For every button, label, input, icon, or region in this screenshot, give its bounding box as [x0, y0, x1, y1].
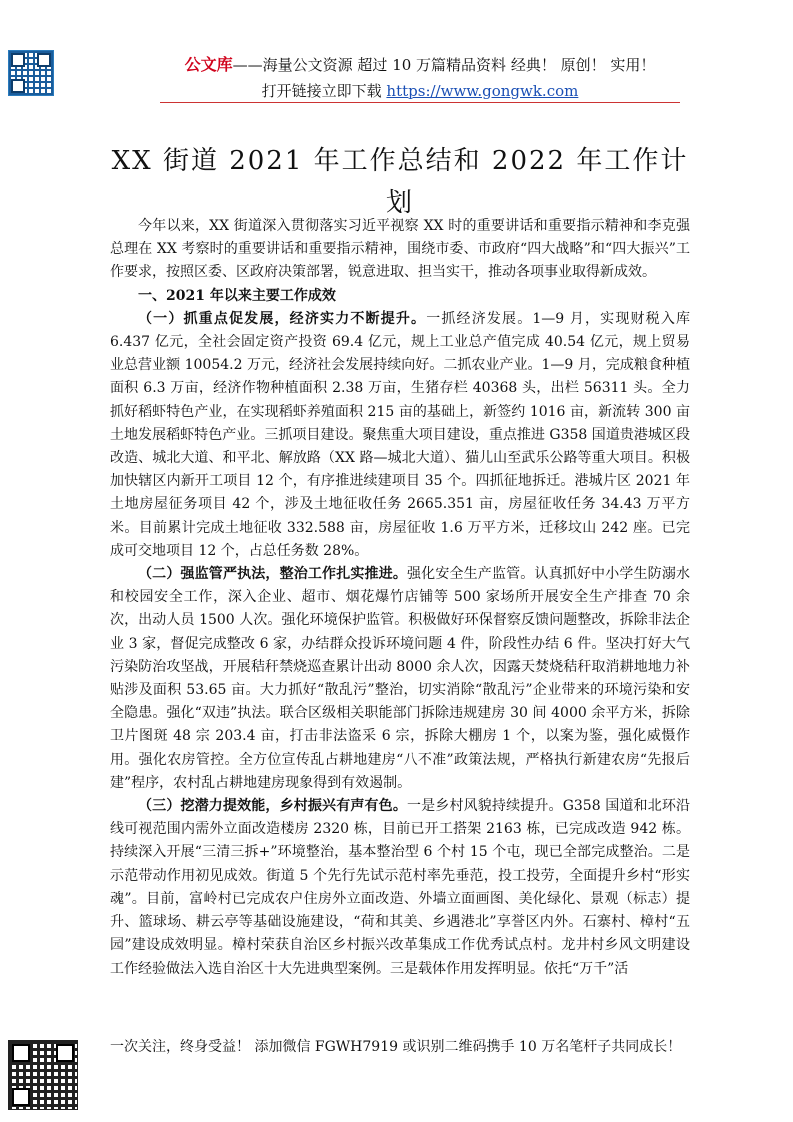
qr-code-icon[interactable]	[8, 50, 54, 96]
footer-note: 一次关注，终身受益！ 添加微信 FGWH7919 或识别二维码携手 10 万名笔杆子共同成长！	[110, 1039, 682, 1055]
brand-name: 公文库	[184, 55, 233, 74]
subsection-heading: （二）强监管严执法，整治工作扎实推进。	[138, 566, 407, 583]
qr-finder-icon	[37, 53, 51, 67]
qr-finder-icon	[56, 1044, 74, 1062]
download-prefix: 打开链接立即下载	[261, 82, 382, 100]
body-paragraph	[110, 795, 690, 981]
subsection-heading: （一）抓重点促发展，经济实力不断提升。	[138, 310, 427, 327]
document-title: XX 街道 2021 年工作总结和 2022 年工作计划	[111, 146, 689, 218]
wechat-qr-code-icon[interactable]	[8, 1040, 78, 1110]
qr-finder-icon	[12, 1044, 30, 1062]
intro-paragraph: 今年以来，XX 街道深入贯彻落实习近平视察 XX 时的重要讲话和重要指示精神和李克强总理在 XX 考察时的重要讲话和重要指示精神，围绕市委、市政府“四大战略”和“四大振兴”工作要求，按照区委、区政府决策部署，锐意进取、担当实干，推动各项事业取得新成效。	[110, 218, 690, 281]
paragraph-text: 一抓经济发展。1—9 月，实现财税入库 6.437 亿元，全社会固定资产投资 69.4 亿元，规上工业总产值完成 40.54 亿元，规上贸易业总营业额 10054.2 万元，经济社会发展持续向好。二抓农业产业。1—9 月，完成粮食种植面积 6.3 万亩，经济作物种植面积 2.38 万亩，生猪存栏 40368 头，出栏 56311 头。全力抓好稻虾特色产业，在实现稻虾养殖面积 215 亩的基础上，新签约 1016 亩，新流转 300 亩土地发展稻虾特色产业。三抓项目建设。聚焦重大项目建设，重点推进 G358 国道贵港城区段改造、城北大道、和平北、解放路（XX 路—城北大道）、猫儿山至武乐公路等重大项目。积极加快辖区内新开工项目 12 个，有序推进续建项目 35 个。四抓征地拆迁。港城片区 2021 年土地房屋征务项目 42 个，涉及土地征收任务 2665.351 亩，房屋征收任务 34.43 万平方米。目前累计完成土地征收 332.588 亩，房屋征收 1.6 万平方米，迁移坟山 242 座。已完成可交地项目 12 个，占总任务数 28%。	[110, 310, 691, 559]
header-line-2	[160, 78, 680, 104]
page-header	[160, 52, 680, 104]
header-line-1	[160, 52, 680, 78]
download-link[interactable]: https://www.gongwk.com	[386, 82, 579, 100]
qr-finder-icon	[12, 1088, 30, 1106]
paragraph-text: 强化安全生产监管。认真抓好中小学生防溺水和校园安全工作，深入企业、超市、烟花爆竹店铺等 500 家场所开展安全生产排查 70 余次，出动人员 1500 人次。强化环境保护监管。积极做好环保督察反馈问题整改，拆除非法企业 3 家，督促完成整改 6 家，办结群众投诉环境问题 4 件，阶段性办结 6 件。坚决打好大气污染防治攻坚战，开展秸秆禁烧巡查累计出动 8000 余人次，因露天焚烧秸秆取消耕地地力补贴涉及面积 53.65 亩。大力抓好“散乱污”整治，切实消除“散乱污”企业带来的环境污染和安全隐患。强化“双违”执法。联合区级相关职能部门拆除违规建房 30 间 4000 余平方米，拆除卫片图斑 48 宗 203.4 亩，打击非法盗采 6 宗，拆除大棚房 1 个，以案为鉴，强化威慑作用。强化农房管控。全方位宣传乱占耕地建房“八不准”政策法规，严格执行新建农房“先报后建”程序，农村乱占耕地建房现象得到有效遏制。	[110, 566, 690, 791]
document-body	[110, 215, 690, 981]
subsection-heading: （三）挖潜力提效能，乡村振兴有声有色。	[138, 798, 407, 815]
qr-finder-icon	[11, 53, 25, 67]
section-heading: 一、2021 年以来主要工作成效	[138, 287, 336, 304]
qr-finder-icon	[11, 79, 25, 93]
header-tagline: ——海量公文资源 超过 10 万篇精品资料 经典！ 原创！ 实用！	[232, 56, 656, 74]
body-paragraph	[110, 563, 690, 795]
paragraph-text: 一是乡村风貌持续提升。G358 国道和北环沿线可视范围内需外立面改造楼房 2320 栋，目前已开工搭架 2163 栋，已完成改造 942 栋。持续深入开展“三清三拆+”环境整治，基本整治型 6 个村 15 个屯，现已全部完成整治。二是示范带动作用初见成效。街道 5 个先行先试示范村率先垂范，投工投劳，全面提升乡村“形实魂”。目前，富岭村已完成农户住房外立面改造、外墙立面画图、美化绿化、景观（标志）提升、篮球场、耕云亭等基础设施建设，“荷和其美、乡遇港北”享誉区内外。石寨村、樟村“五园”建设成效明显。樟村荣获自治区乡村振兴改革集成工作优秀试点村。龙井村乡风文明建设工作经验做法入选自治区十大先进典型案例。三是载体作用发挥明显。依托“万千”活	[110, 798, 691, 977]
header-divider	[160, 102, 680, 103]
body-paragraph	[110, 308, 690, 563]
